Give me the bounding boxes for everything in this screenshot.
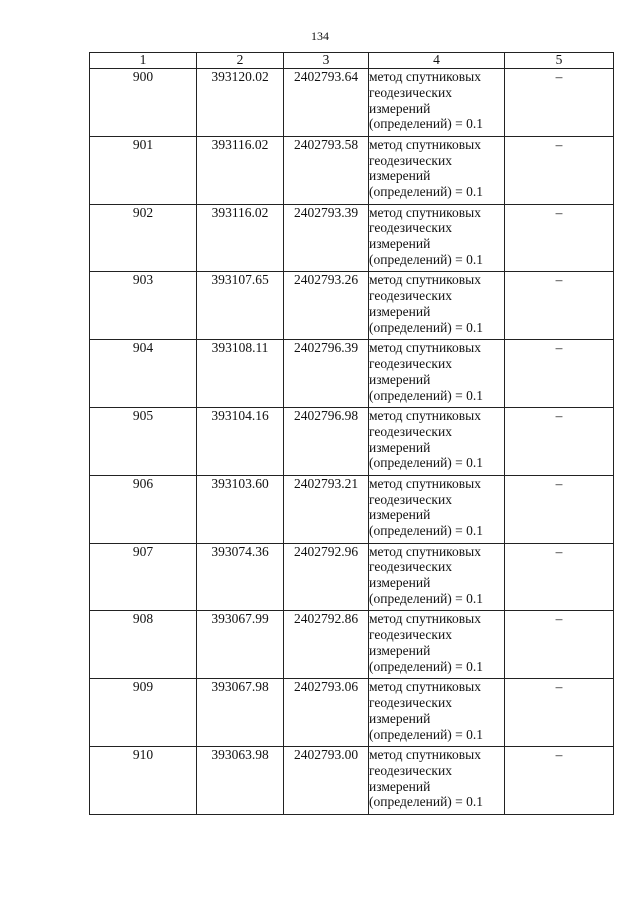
table-row [90, 407, 614, 475]
table-row [90, 611, 614, 679]
point-number: 908 [90, 611, 197, 679]
table-row [90, 204, 614, 272]
coordinate-x: 393074.36 [197, 543, 284, 611]
header-col-1: 1 [90, 53, 197, 69]
coordinate-y: 2402793.06 [284, 679, 369, 747]
point-number: 901 [90, 136, 197, 204]
header-col-4: 4 [369, 53, 505, 69]
header-row [90, 53, 614, 69]
note: – [505, 543, 614, 611]
table-body [90, 69, 614, 815]
header-col-2: 2 [197, 53, 284, 69]
table-row [90, 679, 614, 747]
point-number: 900 [90, 69, 197, 137]
note: – [505, 340, 614, 408]
note: – [505, 679, 614, 747]
coordinate-x: 393067.99 [197, 611, 284, 679]
coordinate-x: 393108.11 [197, 340, 284, 408]
point-number: 905 [90, 407, 197, 475]
note: – [505, 407, 614, 475]
point-number: 904 [90, 340, 197, 408]
measurement-method: метод спутниковых геодезических измерений (определений) = 0.1 [369, 340, 505, 408]
measurement-method: метод спутниковых геодезических измерений (определений) = 0.1 [369, 407, 505, 475]
table-row [90, 69, 614, 137]
table-header [90, 53, 614, 69]
table-row [90, 340, 614, 408]
note: – [505, 136, 614, 204]
measurement-method: метод спутниковых геодезических измерений (определений) = 0.1 [369, 69, 505, 137]
note: – [505, 611, 614, 679]
coordinate-x: 393107.65 [197, 272, 284, 340]
coordinate-y: 2402792.96 [284, 543, 369, 611]
measurement-method: метод спутниковых геодезических измерений (определений) = 0.1 [369, 475, 505, 543]
coordinate-y: 2402793.21 [284, 475, 369, 543]
measurement-method: метод спутниковых геодезических измерений (определений) = 0.1 [369, 611, 505, 679]
coordinate-y: 2402796.39 [284, 340, 369, 408]
coordinate-x: 393116.02 [197, 204, 284, 272]
coordinate-y: 2402793.26 [284, 272, 369, 340]
point-number: 907 [90, 543, 197, 611]
coordinate-x: 393120.02 [197, 69, 284, 137]
coordinate-y: 2402792.86 [284, 611, 369, 679]
point-number: 903 [90, 272, 197, 340]
measurement-method: метод спутниковых геодезических измерений (определений) = 0.1 [369, 543, 505, 611]
table-row [90, 136, 614, 204]
table-row [90, 746, 614, 814]
header-col-5: 5 [505, 53, 614, 69]
coordinate-y: 2402793.64 [284, 69, 369, 137]
note: – [505, 69, 614, 137]
coordinate-x: 393067.98 [197, 679, 284, 747]
coordinate-x: 393103.60 [197, 475, 284, 543]
point-number: 910 [90, 746, 197, 814]
table-row [90, 543, 614, 611]
coordinate-x: 393116.02 [197, 136, 284, 204]
point-number: 909 [90, 679, 197, 747]
note: – [505, 746, 614, 814]
measurement-method: метод спутниковых геодезических измерений (определений) = 0.1 [369, 746, 505, 814]
point-number: 902 [90, 204, 197, 272]
coordinates-table [89, 52, 614, 815]
coordinate-y: 2402796.98 [284, 407, 369, 475]
note: – [505, 204, 614, 272]
measurement-method: метод спутниковых геодезических измерений (определений) = 0.1 [369, 136, 505, 204]
measurement-method: метод спутниковых геодезических измерений (определений) = 0.1 [369, 679, 505, 747]
header-col-3: 3 [284, 53, 369, 69]
note: – [505, 475, 614, 543]
point-number: 906 [90, 475, 197, 543]
table-row [90, 272, 614, 340]
coordinate-y: 2402793.39 [284, 204, 369, 272]
page-number: 134 [311, 29, 329, 43]
coordinate-x: 393104.16 [197, 407, 284, 475]
table-row [90, 475, 614, 543]
note: – [505, 272, 614, 340]
measurement-method: метод спутниковых геодезических измерений (определений) = 0.1 [369, 272, 505, 340]
coordinate-x: 393063.98 [197, 746, 284, 814]
coordinate-y: 2402793.58 [284, 136, 369, 204]
coordinate-y: 2402793.00 [284, 746, 369, 814]
measurement-method: метод спутниковых геодезических измерений (определений) = 0.1 [369, 204, 505, 272]
